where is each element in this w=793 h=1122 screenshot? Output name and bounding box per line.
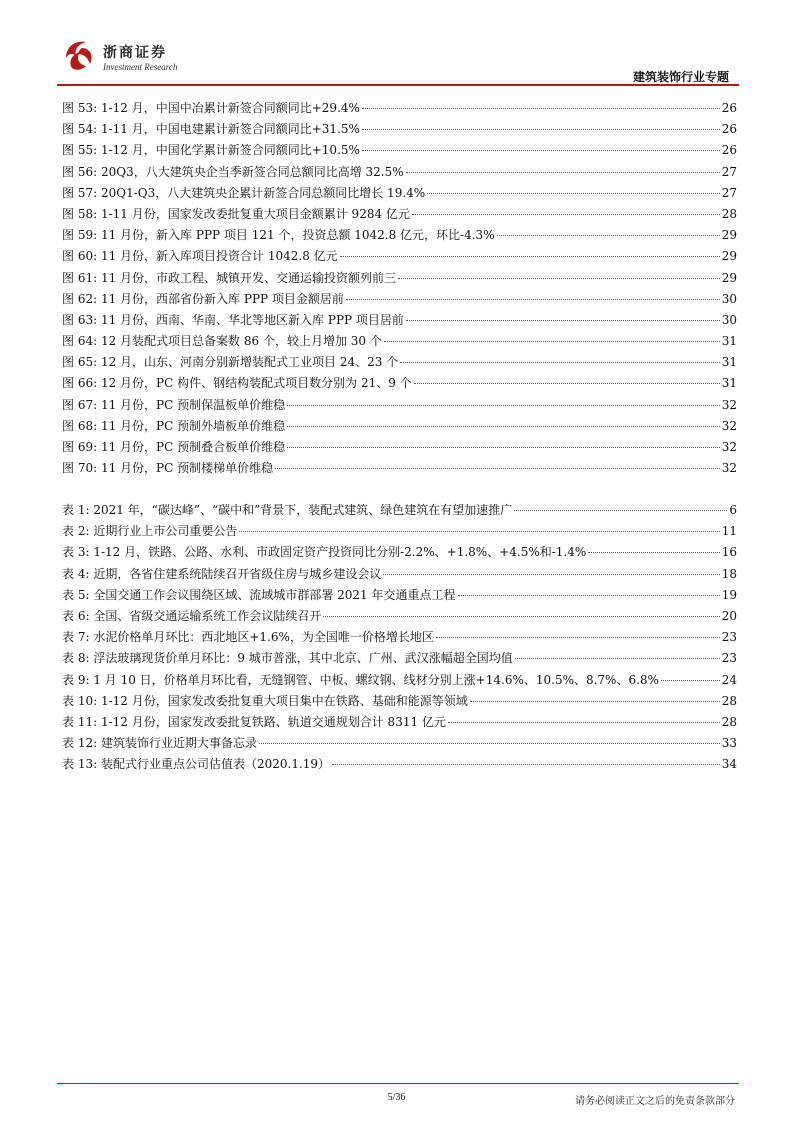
toc-title: 1-12 月，铁路、公路、水利、市政固定资产投资同比分别-2.2%、+1.8%、+4.5%和-1.4% — [93, 545, 587, 560]
toc-leader-dots — [497, 235, 720, 236]
toc-leader-dots — [383, 574, 719, 575]
figure-toc-entry[interactable] — [62, 373, 737, 394]
toc-title: 20Q1-Q3，八大建筑央企累计新签合同总额同比增长 19.4% — [100, 185, 426, 200]
toc-label: 表 11: — [62, 714, 98, 729]
toc-page-number: 33 — [721, 736, 737, 751]
toc-title: 近期，各省住建系统陆续召开省级住房与城乡建设会议 — [93, 566, 382, 581]
toc-leader-dots — [515, 658, 720, 659]
toc-label: 图 56: — [62, 164, 98, 179]
toc-leader-dots — [384, 341, 720, 342]
toc-label: 图 59: — [62, 228, 98, 243]
disclaimer-note: 请务必阅读正文之后的免责条款部分 — [575, 1096, 735, 1107]
toc-leader-dots — [259, 743, 720, 744]
toc-page-number: 18 — [721, 566, 737, 581]
figure-toc-entry[interactable] — [62, 268, 737, 289]
toc-leader-dots — [448, 722, 720, 723]
toc-title: 浮法玻璃现货价单月环比：9 城市普涨，其中北京、广州、武汉涨幅超全国均值 — [93, 651, 513, 666]
toc-title: 1-11 月，中国电建累计新签合同额同比+31.5% — [100, 122, 360, 137]
toc-title: 12 月份，PC 构件、钢结构装配式项目数分别为 21、9 个 — [100, 376, 412, 391]
toc-page-number: 19 — [721, 587, 737, 602]
table-toc-entry[interactable] — [62, 542, 737, 563]
table-toc-entry[interactable] — [62, 691, 737, 712]
toc-page-number: 11 — [721, 524, 737, 539]
toc-label: 表 9: — [62, 672, 90, 687]
toc-leader-dots — [436, 637, 720, 638]
toc-title: 1-12 月份，国家发改委批复重大项目集中在铁路、基础和能源等领域 — [100, 693, 468, 708]
figure-toc-entry[interactable] — [62, 416, 737, 437]
table-toc-list — [62, 500, 737, 775]
toc-page-number: 32 — [721, 397, 737, 412]
figure-toc-entry[interactable] — [62, 204, 737, 225]
toc-page-number: 31 — [721, 334, 737, 349]
toc-title: 12 月，山东、河南分别新增装配式工业项目 24、23 个 — [100, 355, 399, 370]
figure-toc-entry[interactable] — [62, 246, 737, 267]
toc-page-number: 20 — [721, 608, 737, 623]
toc-page-number: 28 — [721, 206, 737, 221]
toc-title: 12 月装配式项目总备案数 86 个，较上月增加 30 个 — [100, 334, 382, 349]
toc-label: 表 3: — [62, 545, 90, 560]
toc-leader-dots — [239, 531, 719, 532]
toc-leader-dots — [362, 150, 720, 151]
figure-toc-entry[interactable] — [62, 331, 737, 352]
toc-leader-dots — [346, 299, 720, 300]
toc-page-number: 30 — [721, 291, 737, 306]
toc-leader-dots — [287, 405, 720, 406]
table-toc-entry[interactable] — [62, 670, 737, 691]
figure-toc-entry[interactable] — [62, 140, 737, 161]
toc-page-number: 29 — [721, 228, 737, 243]
toc-page-number: 29 — [721, 270, 737, 285]
toc-leader-dots — [412, 214, 720, 215]
toc-label: 图 64: — [62, 334, 98, 349]
toc-label: 图 70: — [62, 461, 98, 476]
toc-title: 1-12 月，中国化学累计新签合同额同比+10.5% — [100, 143, 360, 158]
toc-leader-dots — [323, 616, 719, 617]
toc-page-number: 26 — [721, 101, 737, 115]
toc-label: 图 57: — [62, 185, 98, 200]
toc-label: 图 65: — [62, 355, 98, 370]
toc-label: 图 63: — [62, 312, 98, 327]
toc-leader-dots — [362, 129, 720, 130]
toc-label: 表 13: — [62, 757, 98, 772]
table-toc-entry[interactable] — [62, 564, 737, 585]
toc-page-number: 26 — [721, 122, 737, 137]
figure-toc-entry[interactable] — [62, 289, 737, 310]
toc-label: 图 69: — [62, 440, 98, 454]
toc-page-number: 30 — [721, 312, 737, 327]
toc-title: 11 月份，PC 预制叠合板单价维稳 — [100, 440, 286, 454]
toc-title: 水泥价格单月环比：西北地区+1.6%，为全国唯一价格增长地区 — [93, 630, 434, 645]
toc-label: 图 55: — [62, 143, 98, 158]
toc-title: 全国、省级交通运输系统工作会议陆续召开 — [93, 608, 322, 623]
toc-title: 11 月份，PC 预制楼梯单价维稳 — [100, 461, 274, 476]
toc-title: 11 月份，西南、华南、华北等地区新入库 PPP 项目居前 — [100, 312, 404, 327]
figure-toc-list — [62, 98, 737, 479]
brand-name-cn: 浙商证券 — [103, 45, 167, 61]
toc-title: 1-12 月，中国中冶累计新签合同额同比+29.4% — [100, 101, 360, 115]
toc-page-number: 28 — [721, 714, 737, 729]
toc-page-number: 23 — [721, 630, 737, 645]
toc-leader-dots — [470, 701, 720, 702]
toc-label: 表 5: — [62, 587, 90, 602]
table-toc-entry[interactable] — [62, 712, 737, 733]
figure-toc-entry[interactable] — [62, 183, 737, 204]
toc-leader-dots — [588, 552, 719, 553]
toc-leader-dots — [398, 278, 720, 279]
toc-leader-dots — [414, 383, 720, 384]
toc-label: 图 53: — [62, 101, 98, 115]
toc-page-number: 16 — [721, 545, 737, 560]
table-toc-entry[interactable] — [62, 754, 737, 775]
toc-page-number: 24 — [721, 672, 737, 687]
toc-page-number: 27 — [721, 164, 737, 179]
toc-leader-dots — [275, 468, 720, 469]
toc-leader-dots — [427, 193, 720, 194]
toc-label: 图 62: — [62, 291, 98, 306]
toc-leader-dots — [458, 595, 720, 596]
toc-title: 1-11 月份，国家发改委批复重大项目金额累计 9284 亿元 — [100, 206, 410, 221]
toc-leader-dots — [661, 680, 720, 681]
toc-title: 装配式行业重点公司估值表（2020.1.19） — [100, 757, 331, 772]
toc-label: 表 1: — [62, 503, 90, 517]
toc-title: 11 月份，西部省份新入库 PPP 项目金额居前 — [100, 291, 344, 306]
table-toc-entry[interactable] — [62, 500, 737, 521]
toc-page-number: 23 — [721, 651, 737, 666]
toc-label: 表 7: — [62, 630, 90, 645]
toc-label: 图 58: — [62, 206, 98, 221]
toc-label: 图 61: — [62, 270, 98, 285]
toc-leader-dots — [406, 172, 720, 173]
report-title: 建筑装饰行业专题 — [632, 70, 729, 84]
table-toc-entry[interactable] — [62, 627, 737, 648]
toc-leader-dots — [287, 426, 720, 427]
toc-page-number: 31 — [721, 376, 737, 391]
toc-title: 全国交通工作会议围绕区域、流域城市群部署 2021 年交通重点工程 — [93, 587, 456, 602]
toc-page-number: 34 — [721, 757, 737, 772]
toc-page-number: 31 — [721, 355, 737, 370]
figure-toc-entry[interactable] — [62, 310, 737, 331]
figure-toc-entry[interactable] — [62, 352, 737, 373]
figure-toc-entry[interactable] — [62, 395, 737, 416]
figure-toc-entry[interactable] — [62, 119, 737, 140]
figure-toc-entry[interactable] — [62, 162, 737, 183]
toc-title: 建筑装饰行业近期大事备忘录 — [100, 736, 257, 751]
figure-toc-entry[interactable] — [62, 458, 737, 479]
page-number: 5/36 — [387, 1092, 406, 1103]
toc-leader-dots — [332, 764, 720, 765]
toc-page-number: 29 — [721, 249, 737, 264]
toc-label: 表 6: — [62, 608, 90, 623]
toc-title: 11 月份，PC 预制外墙板单价维稳 — [100, 418, 286, 433]
header-divider — [57, 84, 739, 86]
toc-page-number: 32 — [721, 461, 737, 476]
zheshang-logo-icon — [62, 38, 96, 72]
toc-leader-dots — [514, 510, 727, 511]
figure-toc-entry[interactable] — [62, 98, 737, 119]
toc-leader-dots — [287, 447, 720, 448]
toc-label: 图 66: — [62, 376, 98, 391]
table-toc-entry[interactable] — [62, 733, 737, 754]
toc-label: 图 54: — [62, 122, 98, 137]
toc-title: 1-12 月份，国家发改委批复铁路、轨道交通规划合计 8311 亿元 — [100, 714, 446, 729]
table-toc-entry[interactable] — [62, 648, 737, 669]
toc-title: 11 月份，新入库项目投资合计 1042.8 亿元 — [100, 249, 338, 264]
toc-page-number: 26 — [721, 143, 737, 158]
toc-label: 图 67: — [62, 397, 98, 412]
toc-title: 20Q3，八大建筑央企当季新签合同总额同比高增 32.5% — [100, 164, 404, 179]
toc-page-number: 6 — [729, 503, 737, 517]
toc-label: 图 60: — [62, 249, 98, 264]
footer-divider — [57, 1083, 739, 1084]
toc-label: 表 8: — [62, 651, 90, 666]
brand-name-en: Investment Research — [103, 62, 178, 72]
toc-title: 11 月份，市政工程、城镇开发、交通运输投资额列前三 — [100, 270, 397, 285]
toc-page-number: 27 — [721, 185, 737, 200]
toc-page-number: 28 — [721, 693, 737, 708]
figure-toc-entry[interactable] — [62, 225, 737, 246]
toc-leader-dots — [400, 362, 719, 363]
toc-page-number: 32 — [721, 440, 737, 454]
toc-leader-dots — [340, 256, 720, 257]
page-header — [0, 0, 793, 85]
toc-label: 表 10: — [62, 693, 98, 708]
toc-leader-dots — [406, 320, 720, 321]
toc-title: 近期行业上市公司重要公告 — [93, 524, 238, 539]
toc-label: 表 4: — [62, 566, 90, 581]
toc-title: 11 月份，新入库 PPP 项目 121 个，投资总额 1042.8 亿元，环比-4.3% — [100, 228, 495, 243]
toc-page-number: 32 — [721, 418, 737, 433]
table-toc-entry[interactable] — [62, 606, 737, 627]
figure-toc-entry[interactable] — [62, 437, 737, 458]
toc-title: 2021 年，“碳达峰”、“碳中和”背景下，装配式建筑、绿色建筑在有望加速推广 — [93, 503, 513, 517]
table-toc-entry[interactable] — [62, 585, 737, 606]
toc-label: 表 12: — [62, 736, 98, 751]
toc-label: 表 2: — [62, 524, 90, 539]
toc-label: 图 68: — [62, 418, 98, 433]
table-toc-entry[interactable] — [62, 521, 737, 542]
toc-title: 11 月份，PC 预制保温板单价维稳 — [100, 397, 286, 412]
toc-title: 1 月 10 日，价格单月环比看，无缝钢管、中板、螺纹钢、线材分别上涨+14.6%、10.5%、8.7%、6.8% — [93, 672, 659, 687]
toc-leader-dots — [362, 108, 720, 109]
